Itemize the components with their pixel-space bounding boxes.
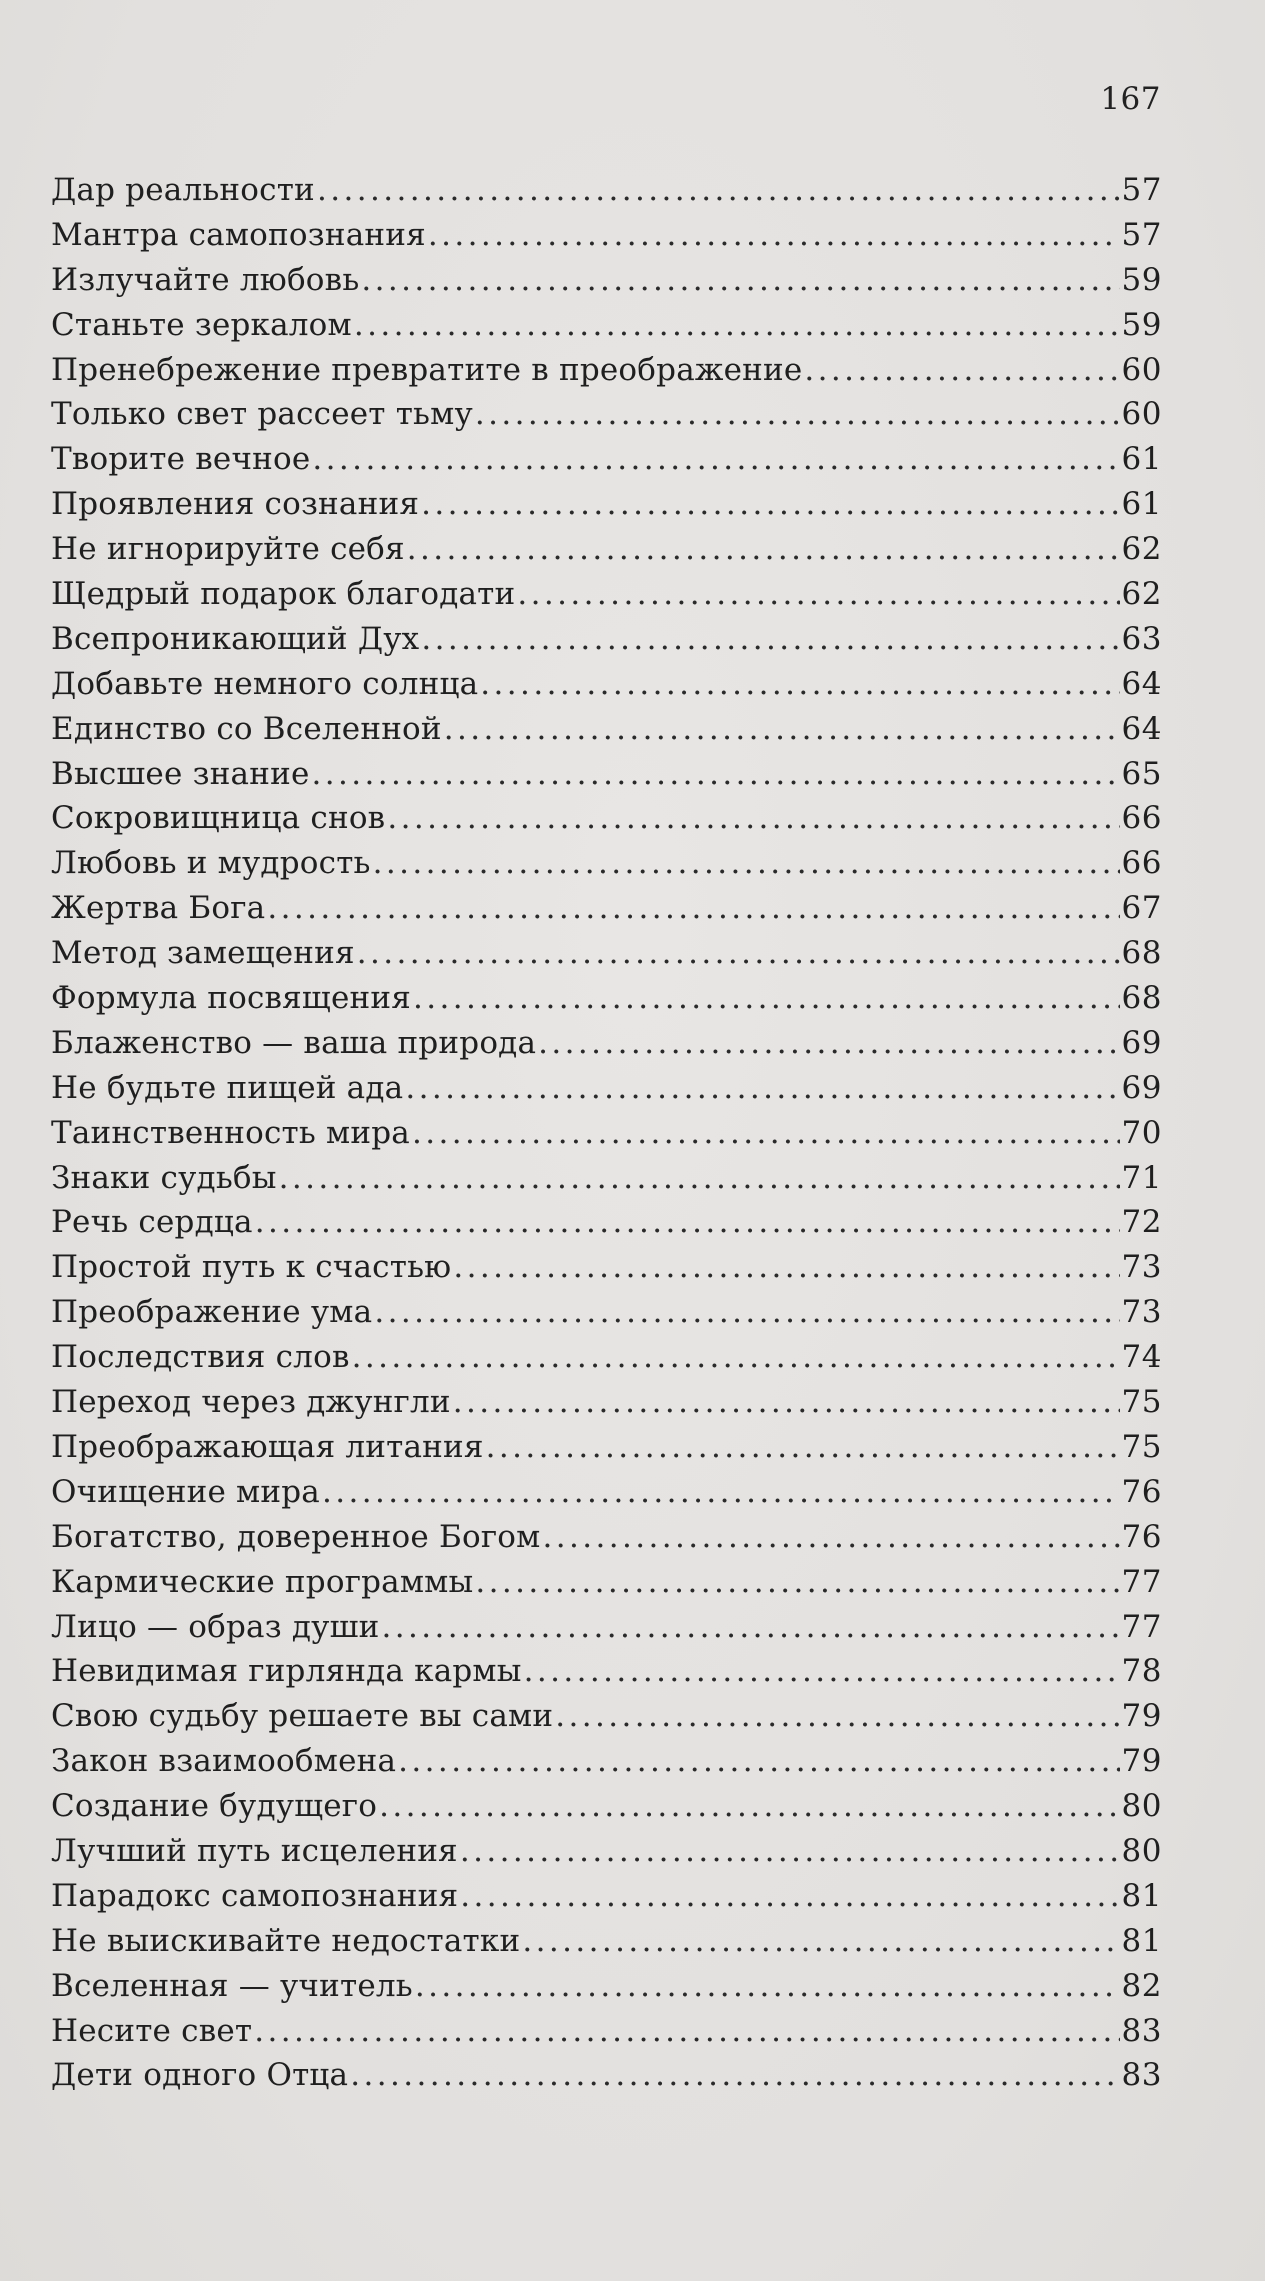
toc-entry: [51, 1200, 1162, 1245]
toc-entry-title: Щедрый подарок благодати: [51, 576, 516, 613]
dot-leader: [354, 303, 1120, 348]
toc-entry-title: Станьте зеркалом: [51, 306, 352, 343]
toc-entry-page: 57: [1121, 216, 1162, 253]
toc-entry-page: 72: [1121, 1204, 1162, 1241]
toc-entry-page: 74: [1121, 1339, 1162, 1376]
dot-leader: [267, 886, 1119, 931]
toc-entry: [51, 1021, 1162, 1066]
toc-entry-title: Богатство, доверенное Богом: [51, 1518, 541, 1555]
toc-entry: [51, 437, 1162, 482]
toc-entry: [51, 392, 1162, 437]
toc-entry-page: 77: [1121, 1608, 1162, 1645]
toc-entry: [51, 796, 1162, 841]
dot-leader: [480, 662, 1119, 707]
toc-entry-page: 66: [1121, 845, 1162, 882]
toc-entry-title: Творите вечное: [51, 441, 311, 478]
dot-leader: [350, 2053, 1119, 2098]
toc-entry: [51, 1290, 1162, 1335]
toc-entry-page: 64: [1121, 665, 1162, 702]
toc-entry: [51, 1739, 1162, 1784]
toc-entry-page: 80: [1121, 1832, 1162, 1869]
toc-entry-title: Пренебрежение превратите в преображение: [51, 351, 803, 388]
toc-entry-title: Излучайте любовь: [51, 261, 360, 298]
toc-entry-title: Речь сердца: [51, 1204, 253, 1241]
toc-entry-title: Невидимая гирлянда кармы: [51, 1653, 522, 1690]
toc-entry-page: 57: [1121, 172, 1162, 208]
toc-entry-page: 63: [1121, 620, 1162, 657]
toc-entry-page: 75: [1121, 1384, 1162, 1421]
toc-entry-title: Блаженство — ваша природа: [51, 1024, 537, 1061]
toc-entry-title: Вселенная — учитель: [51, 1967, 413, 2004]
toc-entry-page: 76: [1121, 1473, 1162, 1510]
toc-entry: [51, 1156, 1162, 1201]
dot-leader: [460, 1874, 1119, 1919]
dot-leader: [524, 1649, 1120, 1694]
toc-entry-page: 81: [1121, 1922, 1162, 1959]
dot-leader: [405, 1066, 1119, 1111]
toc-entry-page: 64: [1121, 710, 1162, 747]
toc-entry-title: Не игнорируйте себя: [51, 531, 405, 568]
toc-entry-page: 71: [1121, 1159, 1162, 1196]
toc-entry-title: Высшее знание: [51, 755, 310, 792]
toc-entry-title: Простой путь к счастью: [51, 1249, 452, 1286]
toc-entry: [51, 1515, 1162, 1560]
toc-entry: [51, 1829, 1162, 1874]
toc-entry: [51, 1425, 1162, 1470]
dot-leader: [398, 1739, 1119, 1784]
toc-entry: [51, 841, 1162, 886]
dot-leader: [460, 1829, 1120, 1874]
toc-entry-page: 60: [1121, 396, 1162, 433]
toc-entry-page: 65: [1121, 755, 1162, 792]
dot-leader: [387, 796, 1119, 841]
toc-entry-title: Преображение ума: [51, 1294, 373, 1331]
dot-leader: [255, 1200, 1120, 1245]
dot-leader: [317, 168, 1120, 213]
toc-entry-page: 75: [1121, 1428, 1162, 1465]
toc-entry-page: 81: [1121, 1877, 1162, 1914]
toc-entry: [51, 168, 1162, 213]
toc-entry-page: 62: [1121, 576, 1162, 613]
toc-entry-page: 79: [1121, 1743, 1162, 1780]
toc-entry-title: Сокровищница снов: [51, 800, 386, 837]
toc-entry-title: Таинственность мира: [51, 1114, 410, 1151]
toc-entry: [51, 482, 1162, 527]
dot-leader: [254, 2009, 1119, 2054]
toc-entry-page: 69: [1121, 1024, 1162, 1061]
toc-entry-page: 77: [1121, 1563, 1162, 1600]
dot-leader: [374, 1290, 1119, 1335]
toc-entry: [51, 1470, 1162, 1515]
toc-entry-page: 61: [1121, 441, 1162, 478]
toc-entry: [51, 2053, 1162, 2098]
toc-entry-title: Дар реальности: [51, 172, 315, 208]
dot-leader: [322, 1470, 1120, 1515]
dot-leader: [415, 1964, 1120, 2009]
toc-entry-title: Знаки судьбы: [51, 1159, 277, 1196]
toc-entry: [51, 572, 1162, 617]
toc-entry-title: Кармические программы: [51, 1563, 474, 1600]
toc-entry-page: 73: [1121, 1294, 1162, 1331]
dot-leader: [555, 1694, 1119, 1739]
toc-entry-page: 73: [1121, 1249, 1162, 1286]
dot-leader: [486, 1425, 1120, 1470]
toc-entry-page: 70: [1121, 1114, 1162, 1151]
dot-leader: [444, 707, 1120, 752]
dot-leader: [517, 572, 1119, 617]
toc-entry: [51, 752, 1162, 797]
dot-leader: [379, 1784, 1119, 1829]
dot-leader: [421, 482, 1119, 527]
dot-leader: [381, 1605, 1119, 1650]
toc-entry: [51, 1111, 1162, 1156]
toc-entry-title: Преображающая литания: [51, 1428, 484, 1465]
toc-entry: [51, 662, 1162, 707]
toc-entry-page: 68: [1121, 935, 1162, 972]
toc-entry-title: Закон взаимообмена: [51, 1743, 397, 1780]
toc-entry: [51, 348, 1162, 393]
toc-entry-title: Несите свет: [51, 2012, 253, 2049]
toc-entry-title: Дети одного Отца: [51, 2057, 349, 2094]
dot-leader: [475, 392, 1120, 437]
toc-entry-page: 78: [1121, 1653, 1162, 1690]
toc-entry-page: 82: [1121, 1967, 1162, 2004]
toc-entry: [51, 886, 1162, 931]
toc-entry-title: Очищение мира: [51, 1473, 320, 1510]
toc-entry-page: 59: [1121, 261, 1162, 298]
dot-leader: [538, 1021, 1119, 1066]
dot-leader: [412, 1111, 1120, 1156]
toc-entry-title: Парадокс самопознания: [51, 1877, 459, 1914]
dot-leader: [312, 437, 1119, 482]
toc-entry: [51, 213, 1162, 258]
dot-leader: [804, 348, 1119, 393]
dot-leader: [279, 1156, 1120, 1201]
toc-entry: [51, 1694, 1162, 1739]
toc-entry: [51, 303, 1162, 348]
toc-entry: [51, 617, 1162, 662]
toc-entry: [51, 1784, 1162, 1829]
dot-leader: [357, 931, 1120, 976]
toc-entry: [51, 1649, 1162, 1694]
dot-leader: [453, 1245, 1119, 1290]
toc-entry-title: Не выискивайте недостатки: [51, 1922, 521, 1959]
toc-entry-page: 79: [1121, 1698, 1162, 1735]
toc-entry-title: Жертва Бога: [51, 890, 266, 927]
toc-entry-title: Всепроникающий Дух: [51, 620, 420, 657]
toc-entry-page: 68: [1121, 980, 1162, 1017]
toc-entry: [51, 931, 1162, 976]
dot-leader: [352, 1335, 1120, 1380]
toc-entry: [51, 1560, 1162, 1605]
toc-entry-page: 62: [1121, 531, 1162, 568]
toc-entry-title: Только свет рассеет тьму: [51, 396, 473, 433]
toc-entry-title: Добавьте немного солнца: [51, 665, 479, 702]
dot-leader: [542, 1515, 1119, 1560]
toc-entry: [51, 258, 1162, 303]
toc-entry-title: Создание будущего: [51, 1788, 378, 1825]
dot-leader: [421, 617, 1119, 662]
toc-entry-title: Любовь и мудрость: [51, 845, 371, 882]
toc-entry-page: 60: [1121, 351, 1162, 388]
dot-leader: [453, 1380, 1120, 1425]
toc-entry: [51, 1066, 1162, 1111]
table-of-contents: [51, 168, 1162, 2098]
page-number: 167: [1100, 81, 1161, 117]
toc-entry-title: Лучший путь исцеления: [51, 1832, 458, 1869]
toc-entry-title: Последствия слов: [51, 1339, 350, 1376]
toc-entry-title: Свою судьбу решаете вы сами: [51, 1698, 554, 1735]
toc-entry-page: 67: [1121, 890, 1162, 927]
toc-entry: [51, 1245, 1162, 1290]
dot-leader: [475, 1560, 1119, 1605]
toc-entry-page: 61: [1121, 486, 1162, 523]
toc-entry: [51, 1335, 1162, 1380]
dot-leader: [361, 258, 1119, 303]
dot-leader: [407, 527, 1120, 572]
dot-leader: [312, 752, 1120, 797]
toc-entry-page: 59: [1121, 306, 1162, 343]
toc-entry: [51, 976, 1162, 1021]
toc-entry: [51, 1380, 1162, 1425]
toc-entry-page: 83: [1121, 2057, 1162, 2094]
toc-entry-title: Формула посвящения: [51, 980, 411, 1017]
toc-entry-title: Метод замещения: [51, 935, 355, 972]
dot-leader: [428, 213, 1120, 258]
dot-leader: [413, 976, 1120, 1021]
toc-entry-page: 83: [1121, 2012, 1162, 2049]
toc-entry-page: 69: [1121, 1069, 1162, 1106]
toc-entry-page: 80: [1121, 1788, 1162, 1825]
toc-entry: [51, 2009, 1162, 2054]
toc-entry-title: Проявления сознания: [51, 486, 420, 523]
toc-entry-page: 76: [1121, 1518, 1162, 1555]
toc-entry-page: 66: [1121, 800, 1162, 837]
toc-entry: [51, 527, 1162, 572]
dot-leader: [373, 841, 1120, 886]
toc-entry: [51, 707, 1162, 752]
toc-entry: [51, 1605, 1162, 1650]
toc-entry-title: Не будьте пищей ада: [51, 1069, 404, 1106]
toc-entry-title: Переход через джунгли: [51, 1384, 451, 1421]
toc-entry-title: Мантра самопознания: [51, 216, 426, 253]
toc-entry-title: Лицо — образ души: [51, 1608, 380, 1645]
toc-entry: [51, 1919, 1162, 1964]
toc-entry: [51, 1874, 1162, 1919]
dot-leader: [522, 1919, 1119, 1964]
toc-entry: [51, 1964, 1162, 2009]
toc-entry-title: Единство со Вселенной: [51, 710, 442, 747]
